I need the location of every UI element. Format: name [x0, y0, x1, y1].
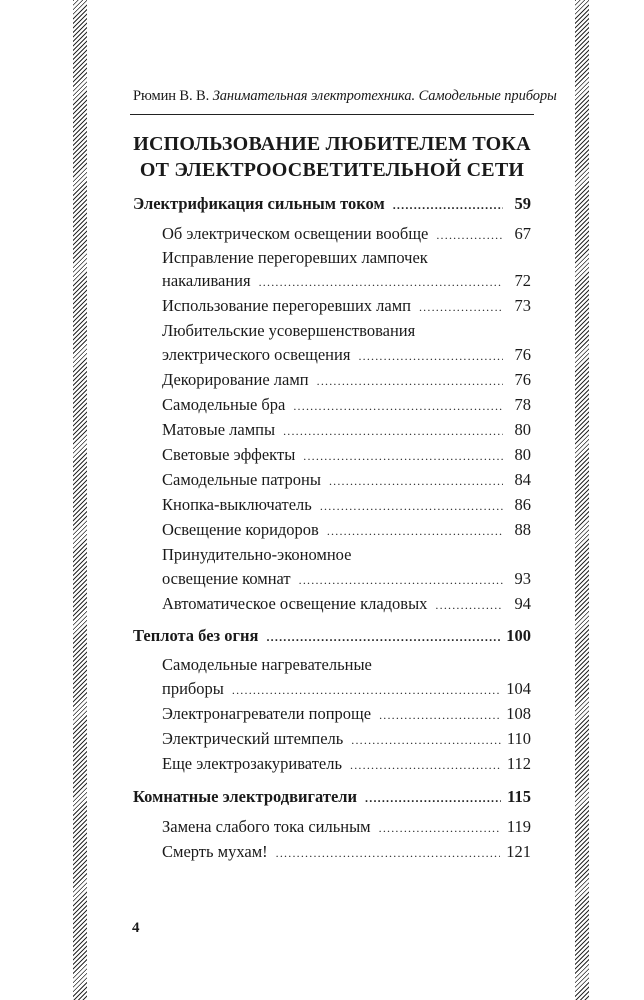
toc-page-number: 104: [506, 679, 531, 698]
toc-entry: [162, 520, 531, 541]
toc-entry-title: Декорирование ламп: [162, 370, 309, 389]
section-title: [130, 131, 534, 183]
toc-entry: [162, 594, 531, 615]
toc-page-number: 80: [514, 445, 531, 464]
toc-entry-title: Кнопка-выключатель: [162, 495, 312, 514]
toc-leader-dots: [266, 627, 500, 647]
toc-chapter-title: Теплота без огня: [133, 626, 259, 645]
toc-entry: [162, 704, 531, 725]
toc-entry-title-line-1: Принудительно-экономное: [162, 545, 352, 564]
toc-entry-title-line-2: приборы: [162, 679, 224, 698]
running-head-author: Рюмин В. В.: [133, 88, 210, 104]
toc-entry: [162, 470, 531, 491]
toc-entry-title-line-1: Исправление перегоревших лампочек: [162, 248, 428, 267]
toc-page-number: 119: [506, 817, 531, 836]
toc-leader-dots: [232, 680, 500, 700]
section-title-line-1: ИСПОЛЬЗОВАНИЕ ЛЮБИТЕЛЕМ ТОКА: [133, 133, 531, 155]
page-number: 4: [132, 920, 140, 936]
toc-page-number: 88: [514, 520, 531, 539]
toc-entry-title: Замена слабого тока сильным: [162, 817, 371, 836]
toc-leader-dots: [327, 521, 503, 541]
toc-page-number: 84: [514, 470, 531, 489]
toc-leader-dots: [303, 446, 503, 466]
toc-leader-dots: [379, 818, 501, 838]
toc-entry: [162, 754, 531, 775]
toc-page-number: 86: [514, 495, 531, 514]
toc-leader-dots: [299, 570, 503, 590]
running-head-title: Занимательная электротехника. Самодельные приборы: [212, 88, 557, 104]
toc-leader-dots: [419, 297, 503, 317]
toc-entry-title: Автоматическое освещение кладовых: [162, 594, 428, 613]
toc-entry: [162, 817, 531, 838]
toc-entry: [162, 445, 531, 466]
toc-page-number: 110: [506, 729, 531, 748]
toc-leader-dots: [436, 225, 503, 245]
running-head: [133, 88, 557, 105]
toc-entry: [162, 420, 531, 441]
toc-entry-title-line-1: Самодельные нагревательные: [162, 655, 372, 674]
toc-entry-title-line-2: накаливания: [162, 271, 251, 290]
toc-page-number: 100: [506, 626, 531, 645]
toc-page-number: 76: [514, 370, 531, 389]
toc-page-number: 78: [514, 395, 531, 414]
toc-page-number: 72: [514, 271, 531, 290]
toc-page-number: 115: [507, 787, 531, 806]
toc-entry: [162, 495, 531, 516]
toc-page-number: 108: [506, 704, 531, 723]
toc-entry-title: Самодельные патроны: [162, 470, 321, 489]
toc-page-number: 121: [506, 842, 531, 861]
toc-leader-dots: [293, 396, 503, 416]
toc-page-number: 59: [514, 194, 531, 213]
toc-entry-title: Еще электрозакуриватель: [162, 754, 343, 773]
toc-entry: [162, 569, 531, 590]
toc-leader-dots: [350, 755, 501, 775]
toc-page-number: 67: [514, 224, 531, 243]
toc-leader-dots: [435, 595, 503, 615]
toc-entry-title: Смерть мухам!: [162, 842, 268, 861]
toc-entry: [162, 842, 531, 863]
toc-chapter: [133, 626, 531, 647]
toc-entry-title: Световые эффекты: [162, 445, 296, 464]
decorative-hatched-border-right: [575, 0, 589, 1000]
toc-page-number: 94: [514, 594, 531, 613]
toc-leader-dots: [276, 843, 501, 863]
toc-entry: [162, 679, 531, 700]
toc-entry-title-line-1: Любительские усовершенствования: [162, 321, 416, 340]
toc-chapter: [133, 787, 531, 808]
decorative-hatched-border-left: [73, 0, 87, 1000]
toc-entry-title: Электрический штемпель: [162, 729, 344, 748]
toc-entry-title-line-2: электрического освещения: [162, 345, 351, 364]
section-title-line-2: ОТ ЭЛЕКТРООСВЕТИТЕЛЬНОЙ СЕТИ: [139, 159, 525, 181]
toc-entry-title: Использование перегоревших ламп: [162, 296, 411, 315]
toc-entry: [162, 395, 531, 416]
toc-leader-dots: [358, 346, 503, 366]
toc-leader-dots: [317, 371, 503, 391]
toc-leader-dots: [351, 730, 501, 750]
toc-chapter: [133, 194, 531, 215]
toc-page-number: 73: [514, 296, 531, 315]
toc-entry: [162, 271, 531, 292]
toc-chapter-title: Электрификация сильным током: [133, 194, 385, 213]
toc-entry: [162, 370, 531, 391]
toc-entry: [162, 296, 531, 317]
toc-entry: [162, 729, 531, 750]
toc-entry-title: Самодельные бра: [162, 395, 286, 414]
toc-leader-dots: [379, 705, 500, 725]
running-head-rule: [130, 114, 534, 115]
toc-page-number: 80: [514, 420, 531, 439]
toc-page-number: 93: [514, 569, 531, 588]
toc-entry: [162, 224, 531, 245]
toc-page-number: 76: [514, 345, 531, 364]
toc-entry-title: Освещение коридоров: [162, 520, 319, 539]
toc-entry-title: Электронагреватели попроще: [162, 704, 372, 723]
toc-entry-title-line-2: освещение комнат: [162, 569, 291, 588]
toc-leader-dots: [365, 788, 501, 808]
toc-leader-dots: [320, 496, 503, 516]
toc-entry-title: Об электрическом освещении вообще: [162, 224, 429, 243]
toc-leader-dots: [329, 471, 503, 491]
toc-leader-dots: [283, 421, 503, 441]
toc-entry-title: Матовые лампы: [162, 420, 276, 439]
toc-entry: [162, 345, 531, 366]
toc-leader-dots: [393, 195, 503, 215]
toc-page-number: 112: [506, 754, 531, 773]
toc-chapter-title: Комнатные электродвигатели: [133, 787, 358, 806]
toc-leader-dots: [259, 272, 503, 292]
